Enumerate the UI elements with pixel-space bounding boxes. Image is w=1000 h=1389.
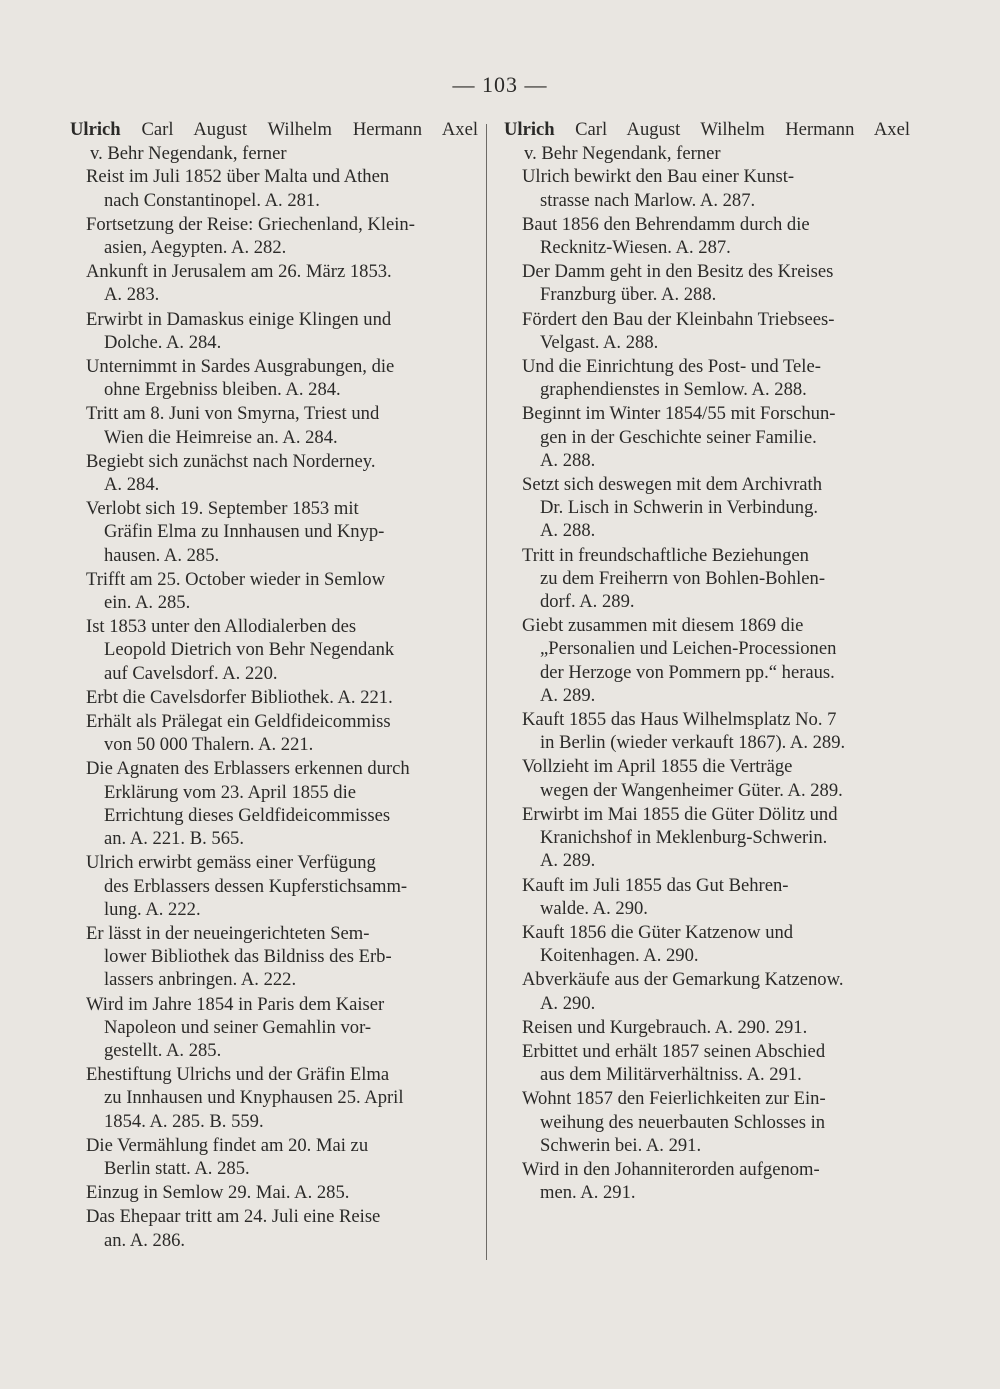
index-entry <box>70 686 478 709</box>
entry-line: Setzt sich deswegen mit dem Archivrath <box>522 474 823 496</box>
heading-rest: Carl August Wilhelm Hermann Axel <box>575 119 910 140</box>
index-entry <box>70 355 478 401</box>
index-entry <box>70 450 478 496</box>
right-entries <box>504 165 910 1204</box>
entry-line: lassers anbringen. A. 222. <box>104 969 297 991</box>
entry-line: graphendienstes in Semlow. A. 288. <box>540 379 807 401</box>
entry-line: hausen. A. 285. <box>104 544 220 566</box>
index-entry <box>504 803 910 873</box>
entry-line: wegen der Wangenheimer Güter. A. 289. <box>540 779 843 801</box>
index-entry <box>504 544 910 614</box>
entry-line: A. 288. <box>540 520 596 542</box>
entry-line: Kauft 1855 das Haus Wilhelmsplatz No. 7 <box>522 709 837 731</box>
entry-line: an. A. 221. B. 565. <box>104 828 244 850</box>
index-entry <box>70 922 478 992</box>
entry-line: Erwirbt in Damaskus einige Klingen und <box>86 308 392 330</box>
entry-line: Die Agnaten des Erblassers erkennen durch <box>86 758 410 780</box>
entry-line: Ehestiftung Ulrichs und der Gräfin Elma <box>86 1064 390 1086</box>
left-entries <box>70 165 478 1251</box>
entry-line: Tritt am 8. Juni von Smyrna, Triest und <box>86 403 380 425</box>
index-entry <box>70 710 478 756</box>
entry-line: Dr. Lisch in Schwerin in Verbindung. <box>540 497 819 519</box>
entry-line: strasse nach Marlow. A. 287. <box>540 189 756 211</box>
entry-line: Errichtung dieses Geldfideicommisses <box>104 804 391 826</box>
entry-line: Erbittet und erhält 1857 seinen Abschied <box>522 1040 826 1062</box>
entry-line: Begiebt sich zunächst nach Norderney. <box>86 450 376 472</box>
entry-line: zu dem Freiherrn von Bohlen-Bohlen- <box>540 567 826 589</box>
index-entry <box>70 851 478 921</box>
left-heading <box>70 118 478 141</box>
entry-line: walde. A. 290. <box>540 897 648 919</box>
entry-line: gen in der Geschichte seiner Familie. <box>540 426 817 448</box>
index-entry <box>504 260 910 306</box>
index-entry <box>504 165 910 211</box>
entry-line: an. A. 286. <box>104 1229 186 1251</box>
entry-line: Trifft am 25. October wieder in Semlow <box>86 568 386 590</box>
entry-line: Das Ehepaar tritt am 24. Juli eine Reise <box>86 1206 381 1228</box>
entry-line: Reist im Juli 1852 über Malta und Athen <box>86 166 390 188</box>
heading-sub: v. Behr Negendank, ferner <box>90 143 287 165</box>
index-entry <box>504 614 910 707</box>
entry-line: Fördert den Bau der Kleinbahn Triebsees- <box>522 308 835 330</box>
index-entry <box>70 402 478 448</box>
entry-line: von 50 000 Thalern. A. 221. <box>104 734 314 756</box>
index-entry <box>504 355 910 401</box>
entry-line: A. 284. <box>104 474 160 496</box>
entry-line: des Erblassers dessen Kupferstichsamm- <box>104 875 408 897</box>
entry-line: in Berlin (wieder verkauft 1867). A. 289. <box>540 732 846 754</box>
index-entry <box>504 1040 910 1086</box>
entry-line: Einzug in Semlow 29. Mai. A. 285. <box>86 1182 350 1204</box>
entry-line: Die Vermählung findet am 20. Mai zu <box>86 1134 369 1156</box>
entry-line: Kauft im Juli 1855 das Gut Behren- <box>522 874 789 896</box>
entry-line: Wird im Jahre 1854 in Paris dem Kaiser <box>86 993 385 1015</box>
index-entry <box>70 308 478 354</box>
column-divider <box>486 124 487 1260</box>
entry-line: auf Cavelsdorf. A. 220. <box>104 662 278 684</box>
index-entry <box>504 755 910 801</box>
entry-line: Er lässt in der neueingerichteten Sem- <box>86 922 370 944</box>
entry-line: Schwerin bei. A. 291. <box>540 1134 702 1156</box>
index-entry <box>70 1134 478 1180</box>
entry-line: A. 289. <box>540 850 596 872</box>
left-column <box>70 118 478 1253</box>
index-entry <box>70 615 478 685</box>
entry-line: dorf. A. 289. <box>540 591 635 613</box>
entry-line: Kauft 1856 die Güter Katzenow und <box>522 921 794 943</box>
entry-line: Napoleon und seiner Gemahlin vor- <box>104 1016 372 1038</box>
heading-name: Ulrich <box>504 119 555 140</box>
entry-line: Berlin statt. A. 285. <box>104 1157 250 1179</box>
entry-line: Koitenhagen. A. 290. <box>540 945 699 967</box>
heading-name: Ulrich <box>70 119 121 140</box>
entry-line: Giebt zusammen mit diesem 1869 die <box>522 615 804 637</box>
entry-line: zu Innhausen und Knyphausen 25. April <box>104 1087 404 1109</box>
entry-line: Baut 1856 den Behrendamm durch die <box>522 213 810 235</box>
entry-line: gestellt. A. 285. <box>104 1039 222 1061</box>
entry-line: Wird in den Johanniterorden aufgenom- <box>522 1158 820 1180</box>
entry-line: A. 290. <box>540 992 596 1014</box>
entry-line: Unternimmt in Sardes Ausgrabungen, die <box>86 356 395 378</box>
entry-line: Reisen und Kurgebrauch. A. 290. 291. <box>522 1016 808 1038</box>
index-entry <box>504 308 910 354</box>
heading-sub: v. Behr Negendank, ferner <box>524 143 721 165</box>
right-column <box>504 118 910 1205</box>
entry-line: lung. A. 222. <box>104 898 201 920</box>
index-entry <box>504 1087 910 1157</box>
entry-line: Gräfin Elma zu Innhausen und Knyp- <box>104 521 385 543</box>
index-entry <box>70 1181 478 1204</box>
index-entry <box>504 1016 910 1039</box>
entry-line: Beginnt im Winter 1854/55 mit Forschun- <box>522 403 836 425</box>
index-entry <box>70 213 478 259</box>
entry-line: 1854. A. 285. B. 559. <box>104 1110 264 1132</box>
index-entry <box>504 874 910 920</box>
entry-line: Erbt die Cavelsdorfer Bibliothek. A. 221. <box>86 686 393 708</box>
heading-rest: Carl August Wilhelm Hermann Axel <box>141 119 478 140</box>
index-entry <box>504 402 910 472</box>
index-entry <box>504 1158 910 1204</box>
entry-line: A. 289. <box>540 684 596 706</box>
index-entry <box>70 568 478 614</box>
entry-line: Erwirbt im Mai 1855 die Güter Dölitz und <box>522 803 838 825</box>
index-entry <box>70 165 478 211</box>
entry-line: der Herzoge von Pommern pp.“ heraus. <box>540 661 835 683</box>
index-entry <box>70 260 478 306</box>
entry-line: Fortsetzung der Reise: Griechenland, Klein- <box>86 213 415 235</box>
entry-line: ein. A. 285. <box>104 592 191 614</box>
entry-line: Abverkäufe aus der Gemarkung Katzenow. <box>522 969 844 991</box>
entry-line: Wien die Heimreise an. A. 284. <box>104 426 338 448</box>
index-entry <box>70 993 478 1063</box>
entry-line: Vollzieht im April 1855 die Verträge <box>522 756 793 778</box>
entry-line: nach Constantinopel. A. 281. <box>104 189 320 211</box>
entry-line: Ist 1853 unter den Allodialerben des <box>86 616 357 638</box>
entry-line: Ulrich bewirkt den Bau einer Kunst- <box>522 166 795 188</box>
entry-line: aus dem Militärverhältniss. A. 291. <box>540 1064 802 1086</box>
index-entry <box>70 1205 478 1251</box>
entry-line: Tritt in freundschaftliche Beziehungen <box>522 544 809 566</box>
index-entry <box>504 708 910 754</box>
entry-line: Erklärung vom 23. April 1855 die <box>104 781 357 803</box>
index-entry <box>70 757 478 850</box>
page-number: — 103 — <box>452 72 548 97</box>
entry-line: Wohnt 1857 den Feierlichkeiten zur Ein- <box>522 1088 826 1110</box>
entry-line: Ankunft in Jerusalem am 26. März 1853. <box>86 261 392 283</box>
entry-line: Recknitz-Wiesen. A. 287. <box>540 237 731 259</box>
entry-line: Und die Einrichtung des Post- und Tele- <box>522 356 821 378</box>
index-entry <box>70 1063 478 1133</box>
entry-line: Leopold Dietrich von Behr Negendank <box>104 639 395 661</box>
entry-line: Velgast. A. 288. <box>540 331 659 353</box>
index-entry <box>504 968 910 1014</box>
entry-line: Verlobt sich 19. September 1853 mit <box>86 498 359 520</box>
entry-line: Erhält als Prälegat ein Geldfideicommiss <box>86 711 391 733</box>
entry-line: asien, Aegypten. A. 282. <box>104 237 287 259</box>
entry-line: „Personalien und Leichen-Processionen <box>540 638 837 660</box>
index-entry <box>504 213 910 259</box>
entry-line: Ulrich erwirbt gemäss einer Verfügung <box>86 852 376 874</box>
entry-line: lower Bibliothek das Bildniss des Erb- <box>104 946 392 968</box>
entry-line: Kranichshof in Meklenburg-Schwerin. <box>540 827 828 849</box>
entry-line: men. A. 291. <box>540 1182 636 1204</box>
entry-line: weihung des neuerbauten Schlosses in <box>540 1111 826 1133</box>
entry-line: A. 283. <box>104 284 160 306</box>
index-entry <box>504 473 910 543</box>
index-entry <box>504 921 910 967</box>
entry-line: Dolche. A. 284. <box>104 331 222 353</box>
entry-line: Franzburg über. A. 288. <box>540 284 717 306</box>
right-heading <box>504 118 910 141</box>
entry-line: A. 288. <box>540 449 596 471</box>
index-entry <box>70 497 478 567</box>
entry-line: ohne Ergebniss bleiben. A. 284. <box>104 379 341 401</box>
entry-line: Der Damm geht in den Besitz des Kreises <box>522 261 834 283</box>
